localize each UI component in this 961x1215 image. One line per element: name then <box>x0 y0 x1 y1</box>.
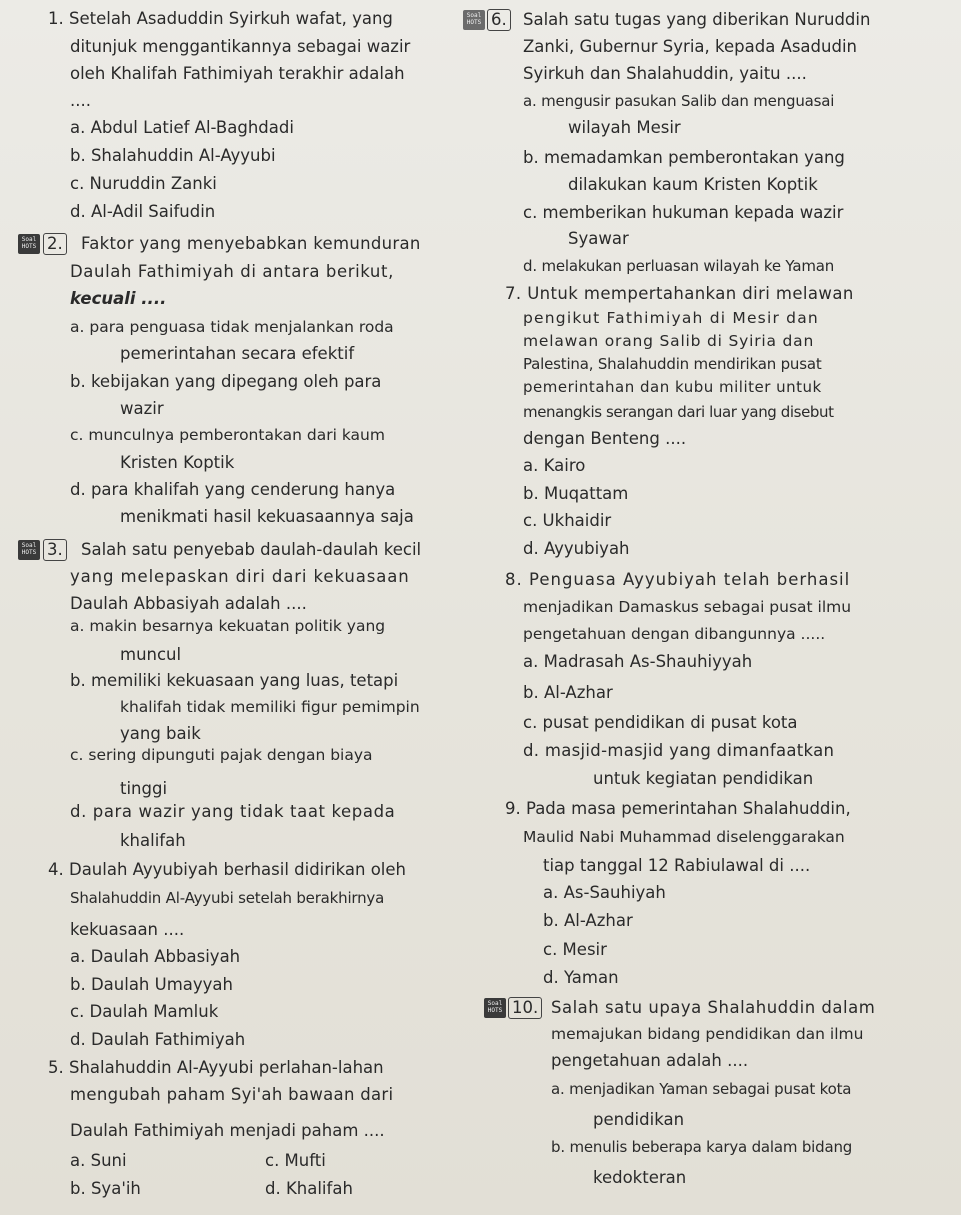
q2-keyword: kecuali .... <box>70 289 167 308</box>
q3-option-b-cont: khalifah tidak memiliki figur pemimpin <box>120 698 420 716</box>
q4-option-c[interactable]: c. Daulah Mamluk <box>70 1002 219 1021</box>
q2-number: 2. <box>43 233 67 255</box>
q10-option-b-cont: kedokteran <box>593 1168 687 1187</box>
q5-option-d[interactable]: d. Khalifah <box>265 1179 353 1198</box>
q6-option-c[interactable]: c. memberikan hukuman kepada wazir <box>523 203 844 222</box>
q5-line: 5. Shalahuddin Al-Ayyubi perlahan-lahan <box>48 1058 384 1077</box>
q6-line: Syirkuh dan Shalahuddin, yaitu .... <box>523 64 807 83</box>
q1-line: ditunjuk menggantikannya sebagai wazir <box>70 37 411 56</box>
q2-option-d[interactable]: d. para khalifah yang cenderung hanya <box>70 480 396 499</box>
q2-option-d-cont: menikmati hasil kekuasaannya saja <box>120 507 414 526</box>
q3-line: yang melepaskan diri dari kekuasaan <box>70 567 410 586</box>
q9-option-a[interactable]: a. As-Sauhiyah <box>543 883 666 902</box>
q3-option-c-cont: tinggi <box>120 779 168 798</box>
q4-option-d[interactable]: d. Daulah Fathimiyah <box>70 1030 246 1049</box>
q3-option-d[interactable]: d. para wazir yang tidak taat kepada <box>70 802 396 821</box>
q8-option-d-cont: untuk kegiatan pendidikan <box>593 769 814 788</box>
q2-option-a-cont: pemerintahan secara efektif <box>120 344 355 363</box>
q7-line: pemerintahan dan kubu militer untuk <box>523 378 822 396</box>
q10-option-a-cont: pendidikan <box>593 1110 685 1129</box>
q3-option-a-cont: muncul <box>120 645 182 664</box>
q7-option-a[interactable]: a. Kairo <box>523 456 586 475</box>
q1-line: 1. Setelah Asaduddin Syirkuh wafat, yang <box>48 9 393 28</box>
q9-option-d[interactable]: d. Yaman <box>543 968 619 987</box>
q9-line: 9. Pada masa pemerintahan Shalahuddin, <box>505 799 851 818</box>
q1-line: .... <box>70 91 91 110</box>
q1-option-d[interactable]: d. Al-Adil Saifudin <box>70 202 216 221</box>
q1-option-a[interactable]: a. Abdul Latief Al-Baghdadi <box>70 118 294 137</box>
q7-line: Palestina, Shalahuddin mendirikan pusat <box>523 355 822 373</box>
q2-option-b[interactable]: b. kebijakan yang dipegang oleh para <box>70 372 382 391</box>
q7-option-b[interactable]: b. Muqattam <box>523 484 629 503</box>
q8-line: pengetahuan dengan dibangunnya ..... <box>523 625 826 643</box>
q10-option-a[interactable]: a. menjadikan Yaman sebagai pusat kota <box>551 1080 852 1098</box>
q6-option-a-cont: wilayah Mesir <box>568 118 681 137</box>
q3-line: Salah satu penyebab daulah-daulah kecil <box>81 540 422 559</box>
q5-line: Daulah Fathimiyah menjadi paham .... <box>70 1121 385 1140</box>
q1-option-b[interactable]: b. Shalahuddin Al-Ayyubi <box>70 146 276 165</box>
q7-line: melawan orang Salib di Syiria dan <box>523 332 815 350</box>
q8-option-c[interactable]: c. pusat pendidikan di pusat kota <box>523 713 798 732</box>
q7-line: menangkis serangan dari luar yang disebut <box>523 403 834 421</box>
q7-line: 7. Untuk mempertahankan diri melawan <box>505 284 854 303</box>
q3-number: 3. <box>43 539 67 561</box>
q9-option-b[interactable]: b. Al-Azhar <box>543 911 633 930</box>
q8-line: 8. Penguasa Ayyubiyah telah berhasil <box>505 570 851 589</box>
q10-number: 10. <box>508 997 542 1019</box>
q5-option-b[interactable]: b. Sya'ih <box>70 1179 141 1198</box>
q7-option-c[interactable]: c. Ukhaidir <box>523 511 612 530</box>
q4-line: 4. Daulah Ayyubiyah berhasil didirikan oleh <box>48 860 406 879</box>
q2-line: Faktor yang menyebabkan kemunduran <box>81 234 421 253</box>
q10-option-b[interactable]: b. menulis beberapa karya dalam bidang <box>551 1138 853 1156</box>
q3-line: Daulah Abbasiyah adalah .... <box>70 594 307 613</box>
q5-line: mengubah paham Syi'ah bawaan dari <box>70 1085 394 1104</box>
q9-option-c[interactable]: c. Mesir <box>543 940 607 959</box>
hots-badge-icon: Soal HOTS <box>18 234 40 254</box>
q8-option-d[interactable]: d. masjid-masjid yang dimanfaatkan <box>523 741 835 760</box>
q7-line: pengikut Fathimiyah di Mesir dan <box>523 309 819 327</box>
q5-option-a[interactable]: a. Suni <box>70 1151 127 1170</box>
q6-option-d[interactable]: d. melakukan perluasan wilayah ke Yaman <box>523 257 835 275</box>
q6-line: Salah satu tugas yang diberikan Nuruddin <box>523 10 871 29</box>
q2-option-c[interactable]: c. munculnya pemberontakan dari kaum <box>70 426 385 444</box>
q9-line: tiap tanggal 12 Rabiulawal di .... <box>543 856 811 875</box>
hots-badge-icon: Soal HOTS <box>484 998 506 1018</box>
q1-option-c[interactable]: c. Nuruddin Zanki <box>70 174 217 193</box>
q2-option-a[interactable]: a. para penguasa tidak menjalankan roda <box>70 318 394 336</box>
q4-line: Shalahuddin Al-Ayyubi setelah berakhirnya <box>70 889 385 907</box>
q3-option-c[interactable]: c. sering dipunguti pajak dengan biaya <box>70 746 373 764</box>
q2-line: Daulah Fathimiyah di antara berikut, <box>70 262 394 281</box>
q2-option-c-cont: Kristen Koptik <box>120 453 235 472</box>
q2-option-b-cont: wazir <box>120 399 164 418</box>
q6-option-b-cont: dilakukan kaum Kristen Koptik <box>568 175 818 194</box>
q7-line: dengan Benteng .... <box>523 429 687 448</box>
q8-option-b[interactable]: b. Al-Azhar <box>523 683 613 702</box>
q1-line: oleh Khalifah Fathimiyah terakhir adalah <box>70 64 405 83</box>
q6-number: 6. <box>487 9 511 31</box>
q10-line: Salah satu upaya Shalahuddin dalam <box>551 998 876 1017</box>
q10-line: pengetahuan adalah .... <box>551 1051 749 1070</box>
q6-line: Zanki, Gubernur Syria, kepada Asadudin <box>523 37 857 56</box>
q3-option-a[interactable]: a. makin besarnya kekuatan politik yang <box>70 617 386 635</box>
q8-line: menjadikan Damaskus sebagai pusat ilmu <box>523 598 852 616</box>
q6-option-a[interactable]: a. mengusir pasukan Salib dan menguasai <box>523 92 835 110</box>
q3-option-b[interactable]: b. memiliki kekuasaan yang luas, tetapi <box>70 671 399 690</box>
q9-line: Maulid Nabi Muhammad diselenggarakan <box>523 828 845 846</box>
q7-option-d[interactable]: d. Ayyubiyah <box>523 539 630 558</box>
hots-badge-icon: Soal HOTS <box>18 540 40 560</box>
hots-badge-icon: Soal HOTS <box>463 10 485 30</box>
q5-option-c[interactable]: c. Mufti <box>265 1151 326 1170</box>
q3-option-d-cont: khalifah <box>120 831 186 850</box>
q8-option-a[interactable]: a. Madrasah As-Shauhiyyah <box>523 652 753 671</box>
q6-option-b[interactable]: b. memadamkan pemberontakan yang <box>523 148 845 167</box>
q4-line: kekuasaan .... <box>70 920 185 939</box>
q3-option-b-cont: yang baik <box>120 724 201 743</box>
q4-option-a[interactable]: a. Daulah Abbasiyah <box>70 947 241 966</box>
q6-option-c-cont: Syawar <box>568 229 629 248</box>
q10-line: memajukan bidang pendidikan dan ilmu <box>551 1025 864 1043</box>
q4-option-b[interactable]: b. Daulah Umayyah <box>70 975 233 994</box>
